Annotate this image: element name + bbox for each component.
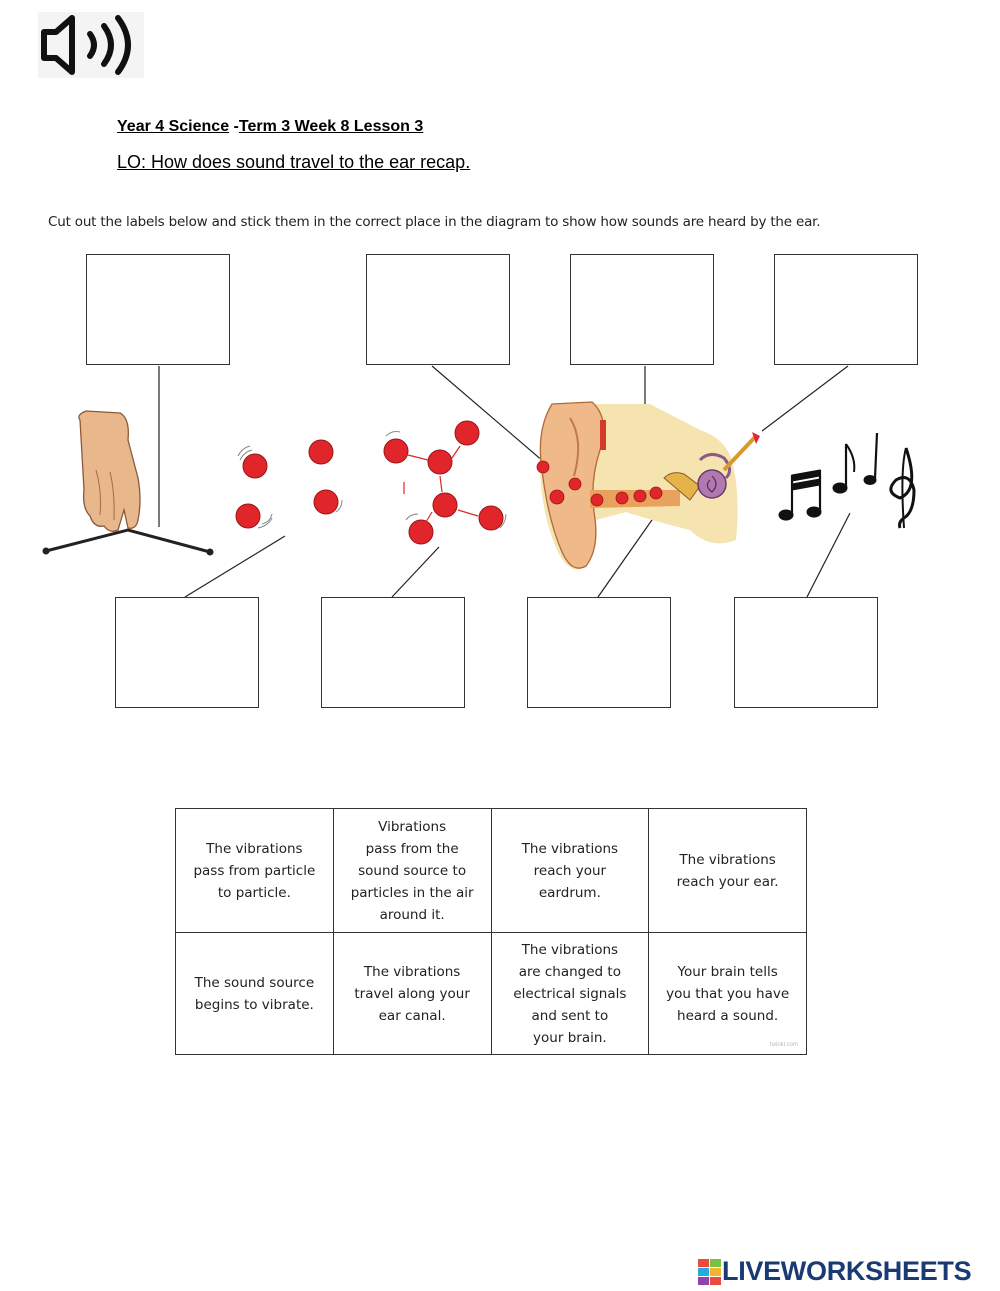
instructions-text: Cut out the labels below and stick them in the correct place in the diagram to show how sounds are heard by the ear. xyxy=(48,214,821,230)
vibration-marks xyxy=(238,432,506,529)
label-card[interactable]: Vibrations pass from the sound source to particles in the air around it. xyxy=(333,809,491,933)
label-card[interactable]: The vibrations travel along your ear canal. xyxy=(333,933,491,1055)
label-card[interactable]: Your brain tells you that you have heard a sound. xyxy=(649,933,807,1055)
particle-arrows xyxy=(404,446,478,522)
hand-striking-source xyxy=(43,411,214,556)
label-card[interactable]: The vibrations pass from particle to particle. xyxy=(176,809,334,933)
speaker-icon xyxy=(38,12,144,78)
drop-box-top-2[interactable] xyxy=(366,254,510,365)
liveworksheets-logo[interactable] xyxy=(698,1256,971,1286)
audio-button[interactable] xyxy=(38,12,144,78)
labels-table xyxy=(175,808,807,1055)
label-card[interactable]: The vibrations reach your eardrum. xyxy=(491,809,649,933)
drop-box-top-4[interactable] xyxy=(774,254,918,365)
drop-box-top-3[interactable] xyxy=(570,254,714,365)
drop-box-bottom-3[interactable] xyxy=(527,597,671,708)
drop-box-bottom-2[interactable] xyxy=(321,597,465,708)
learning-objective: LO: How does sound travel to the ear recap. xyxy=(117,152,471,172)
drop-box-bottom-4[interactable] xyxy=(734,597,878,708)
drop-box-bottom-1[interactable] xyxy=(115,597,259,708)
label-card[interactable]: The vibrations are changed to electrical signals and sent to your brain. xyxy=(491,933,649,1055)
logo-blocks-icon xyxy=(698,1259,722,1285)
label-card[interactable]: The vibrations reach your ear. xyxy=(649,809,807,933)
drop-box-top-1[interactable] xyxy=(86,254,230,365)
ear-diagram xyxy=(537,402,760,569)
worksheet-title: Year 4 Science -Term 3 Week 8 Lesson 3 xyxy=(117,118,424,135)
logo-text: LIVEWORKSHEETS xyxy=(722,1256,972,1286)
music-notes xyxy=(779,433,914,528)
watermark: twinkl.com xyxy=(770,1042,799,1048)
table-row xyxy=(176,809,807,933)
connector-lines xyxy=(159,366,850,597)
table-row xyxy=(176,933,807,1055)
air-particles xyxy=(236,421,503,544)
label-card[interactable]: The sound source begins to vibrate. xyxy=(176,933,334,1055)
